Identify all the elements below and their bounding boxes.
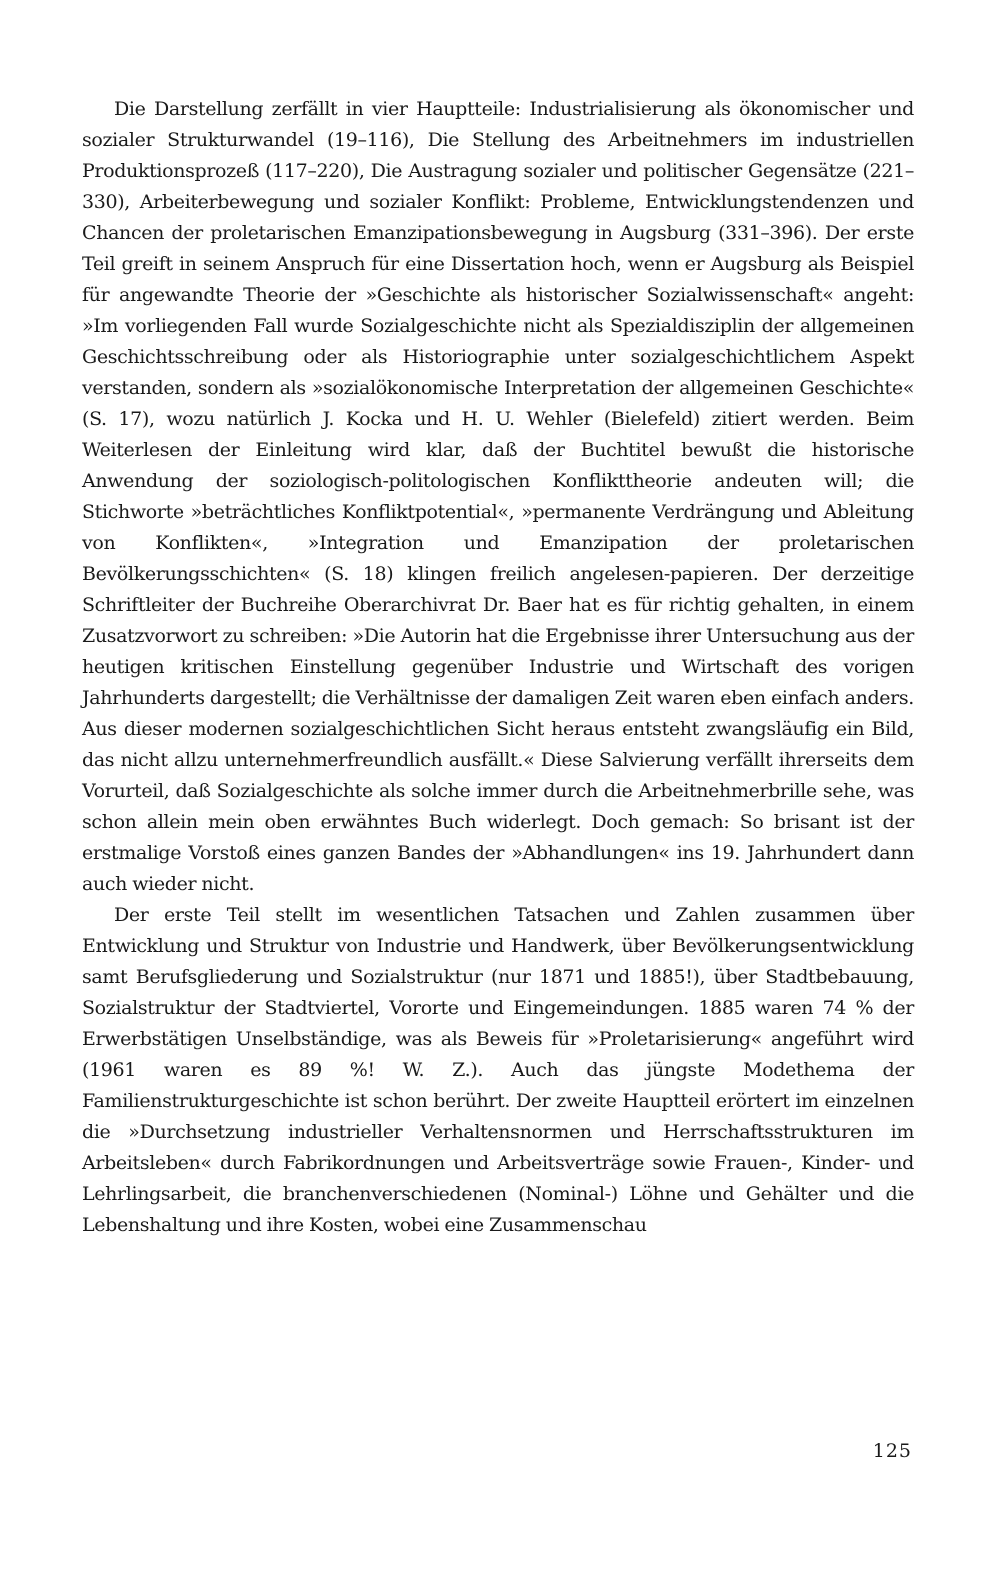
paragraph-1: Die Darstellung zerfällt in vier Hauptteile: Industrialisierung als ökonomischer und sozialer Strukturwandel (19–116), Die Stellung des Arbeitnehmers im industriellen Produktionsprozeß (117–220), Die Austragung sozialer und politischer Gegensätze (221–330), Arbeiterbewegung und sozialer Konflikt: Probleme, Entwicklungstendenzen und Chancen der proletarischen Emanzipationsbewegung in Augsburg (331–396). Der erste Teil greift in seinem Anspruch für eine Dissertation hoch, wenn er Augsburg als Beispiel für angewandte Theorie der »Geschichte als historischer Sozialwissenschaft« angeht: »Im vorliegenden Fall wurde Sozialgeschichte nicht als Spezialdisziplin der allgemeinen Geschichtsschreibung oder als Historiographie unter sozialgeschichtlichem Aspekt verstanden, sondern als »sozialökonomische Interpretation der allgemeinen Geschichte« (S. 17), wozu natürlich J. Kocka und H. U. Wehler (Bielefeld) zitiert werden. Beim Weiterlesen der Einleitung wird klar, daß der Buchtitel bewußt die historische Anwendung der soziologisch-politologischen Konflikttheorie andeuten will; die Stichworte »beträchtliches Konfliktpotential«, »permanente Verdrängung und Ableitung von Konflikten«, »Integration und Emanzipation der proletarischen Bevölkerungsschichten« (S. 18) klingen freilich angelesen-papieren. Der derzeitige Schriftleiter der Buchreihe Oberarchivrat Dr. Baer hat es für richtig gehalten, in einem Zusatzvorwort zu schreiben: »Die Autorin hat die Ergebnisse ihrer Untersuchung aus der heutigen kritischen Einstellung gegenüber Industrie und Wirtschaft des vorigen Jahrhunderts dargestellt; die Verhältnisse der damaligen Zeit waren eben einfach anders. Aus dieser modernen sozialgeschichtlichen Sicht heraus entsteht zwangsläufig ein Bild, das nicht allzu unternehmerfreundlich ausfällt.« Diese Salvierung verfällt ihrerseits dem Vorurteil, daß Sozialgeschichte als solche immer durch die Arbeitnehmerbrille sehe, was schon allein mein oben erwähntes Buch widerlegt. Doch gemach: So brisant ist der erstmalige Vorstoß eines ganzen Bandes der »Abhandlungen« ins 19. Jahrhundert dann auch wieder nicht.	[82, 98, 914, 895]
body-text	[82, 94, 914, 1241]
paragraph-2: Der erste Teil stellt im wesentlichen Tatsachen und Zahlen zusammen über Entwicklung und Struktur von Industrie und Handwerk, über Bevölkerungsentwicklung samt Berufsgliederung und Sozialstruktur (nur 1871 und 1885!), über Stadtbebauung, Sozialstruktur der Stadtviertel, Vororte und Eingemeindungen. 1885 waren 74 % der Erwerbstätigen Unselbständige, was als Beweis für »Proletarisierung« angeführt wird (1961 waren es 89 %! W. Z.). Auch das jüngste Modethema der Familienstrukturgeschichte ist schon berührt. Der zweite Hauptteil erörtert im einzelnen die »Durchsetzung industrieller Verhaltensnormen und Herrschaftsstrukturen im Arbeitsleben« durch Fabrikordnungen und Arbeitsverträge sowie Frauen-, Kinder- und Lehrlingsarbeit, die branchenverschiedenen (Nominal-) Löhne und Gehälter und die Lebenshaltung und ihre Kosten, wobei eine Zusammenschau	[82, 904, 914, 1236]
page-number: 125	[872, 1440, 912, 1462]
